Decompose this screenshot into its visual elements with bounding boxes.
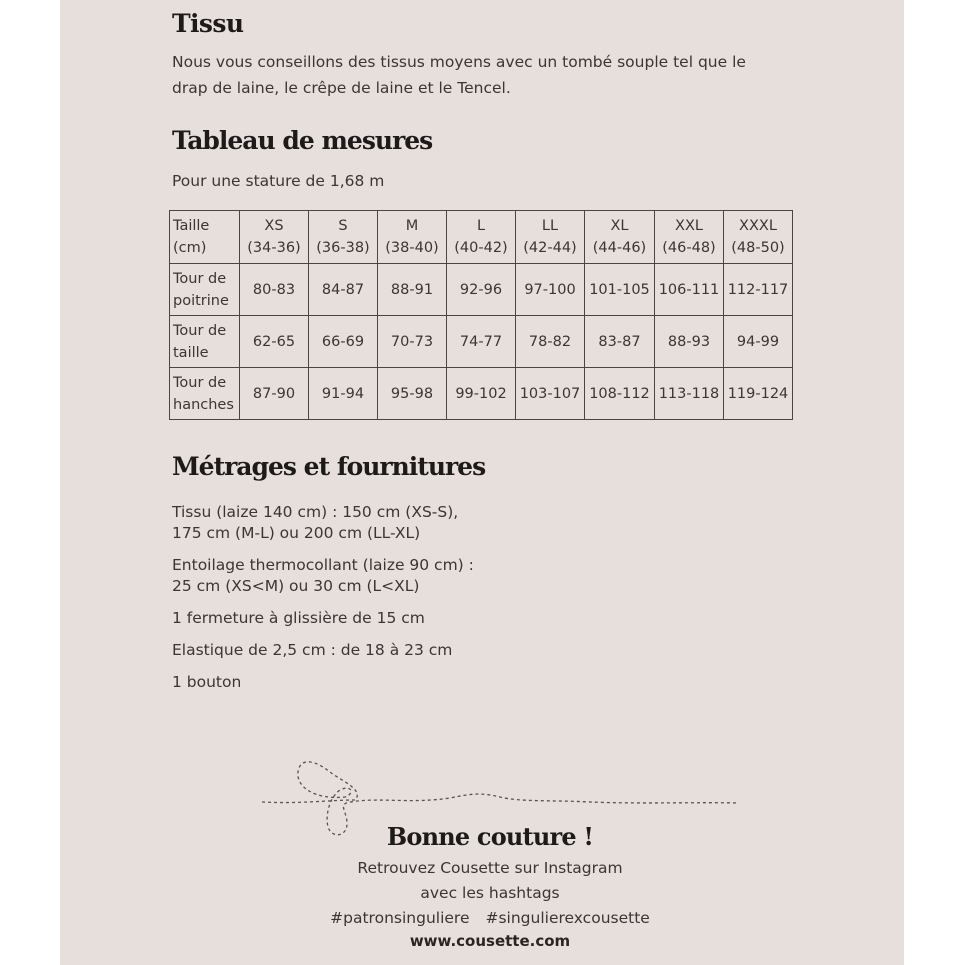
hashtag: #singulierexcousette <box>485 909 650 927</box>
table-cell: 113-118 <box>655 368 724 420</box>
size-chart-table <box>169 210 793 420</box>
row-label-line-1: Tour de <box>173 322 227 339</box>
table-cell: 88-93 <box>655 316 724 368</box>
hashtag: #patronsinguliere <box>330 909 470 927</box>
table-cell: 97-100 <box>516 264 585 316</box>
row-label-cell <box>170 264 240 316</box>
row-label-line-2: taille <box>173 344 209 361</box>
tissu-description <box>172 49 746 101</box>
list-item-line: Elastique de 2,5 cm : de 18 à 23 cm <box>172 641 453 659</box>
table-cell: 103-107 <box>516 368 585 420</box>
supplies-list <box>172 502 474 704</box>
list-item-line: 175 cm (M-L) ou 200 cm (LL-XL) <box>172 524 421 542</box>
size-name: XS <box>264 218 284 234</box>
bonne-couture-title: Bonne couture ! <box>386 822 594 851</box>
size-range: (46-48) <box>662 240 716 256</box>
size-range: (44-46) <box>592 240 647 256</box>
header-label-cell <box>170 211 240 264</box>
list-item-line: 1 fermeture à glissière de 15 cm <box>172 609 425 627</box>
list-item <box>172 640 474 661</box>
table-row <box>170 316 793 368</box>
row-label-line-2: poitrine <box>173 292 229 309</box>
list-item-line: Tissu (laize 140 cm) : 150 cm (XS-S), <box>172 503 459 521</box>
tissu-line-2: drap de laine, le crêpe de laine et le Tencel. <box>172 79 511 97</box>
tableau-heading: Tableau de mesures <box>172 126 433 155</box>
table-header-row <box>170 211 793 264</box>
table-cell: 80-83 <box>240 264 309 316</box>
table-cell: 84-87 <box>309 264 378 316</box>
table-cell: 99-102 <box>447 368 516 420</box>
list-item <box>172 672 474 693</box>
table-cell: 108-112 <box>585 368 655 420</box>
row-label-line-1: Tour de <box>173 270 227 287</box>
list-item-line: 1 bouton <box>172 673 242 691</box>
list-item-line: Entoilage thermocollant (laize 90 cm) : <box>172 556 474 574</box>
table-cell: 106-111 <box>655 264 724 316</box>
row-label-line-1: Tour de <box>173 374 227 391</box>
table-cell: 94-99 <box>724 316 793 368</box>
row-label-cell <box>170 316 240 368</box>
table-cell: 78-82 <box>516 316 585 368</box>
header-size-cell <box>378 211 447 264</box>
table-row <box>170 264 793 316</box>
size-range: (48-50) <box>731 240 785 256</box>
table-cell: 119-124 <box>724 368 793 420</box>
header-size-cell <box>724 211 793 264</box>
hashtags-line <box>260 906 720 930</box>
size-name: L <box>476 218 486 234</box>
size-range: (40-42) <box>454 240 508 256</box>
table-cell: 92-96 <box>447 264 516 316</box>
tableau-subtitle: Pour une stature de 1,68 m <box>172 172 385 190</box>
table-cell: 66-69 <box>309 316 378 368</box>
size-range: (38-40) <box>385 240 439 256</box>
list-item <box>172 555 474 597</box>
pattern-info-page <box>60 0 904 965</box>
table-cell: 91-94 <box>309 368 378 420</box>
header-label-line-1: Taille <box>173 218 210 234</box>
table-cell: 74-77 <box>447 316 516 368</box>
list-item <box>172 608 474 629</box>
header-size-cell <box>309 211 378 264</box>
table-row <box>170 368 793 420</box>
metrages-heading: Métrages et fournitures <box>172 452 486 481</box>
table-cell: 83-87 <box>585 316 655 368</box>
size-range: (42-44) <box>523 240 577 256</box>
table-cell: 87-90 <box>240 368 309 420</box>
table-cell: 101-105 <box>585 264 655 316</box>
list-item-line: 25 cm (XS<M) ou 30 cm (L<XL) <box>172 577 420 595</box>
list-item <box>172 502 474 544</box>
size-name: XXL <box>675 218 703 234</box>
size-name: S <box>338 218 348 234</box>
header-label-line-2: (cm) <box>173 240 207 256</box>
size-name: XL <box>610 218 629 234</box>
size-name: M <box>405 218 419 234</box>
website-link[interactable]: www.cousette.com <box>409 932 571 950</box>
table-cell: 62-65 <box>240 316 309 368</box>
size-range: (34-36) <box>247 240 301 256</box>
header-size-cell <box>240 211 309 264</box>
header-size-cell <box>655 211 724 264</box>
header-size-cell <box>516 211 585 264</box>
row-label-line-2: hanches <box>173 396 234 413</box>
tissu-line-1: Nous vous conseillons des tissus moyens avec un tombé souple tel que le <box>172 53 746 71</box>
size-range: (36-38) <box>316 240 370 256</box>
table-cell: 88-91 <box>378 264 447 316</box>
table-cell: 112-117 <box>724 264 793 316</box>
size-name: LL <box>541 218 559 234</box>
instagram-line: Retrouvez Cousette sur Instagram <box>357 859 623 877</box>
tissu-heading: Tissu <box>172 9 244 38</box>
table-cell: 70-73 <box>378 316 447 368</box>
row-label-cell <box>170 368 240 420</box>
header-size-cell <box>447 211 516 264</box>
header-size-cell <box>585 211 655 264</box>
size-name: XXXL <box>739 218 777 234</box>
hashtags-intro: avec les hashtags <box>420 884 560 902</box>
table-cell: 95-98 <box>378 368 447 420</box>
